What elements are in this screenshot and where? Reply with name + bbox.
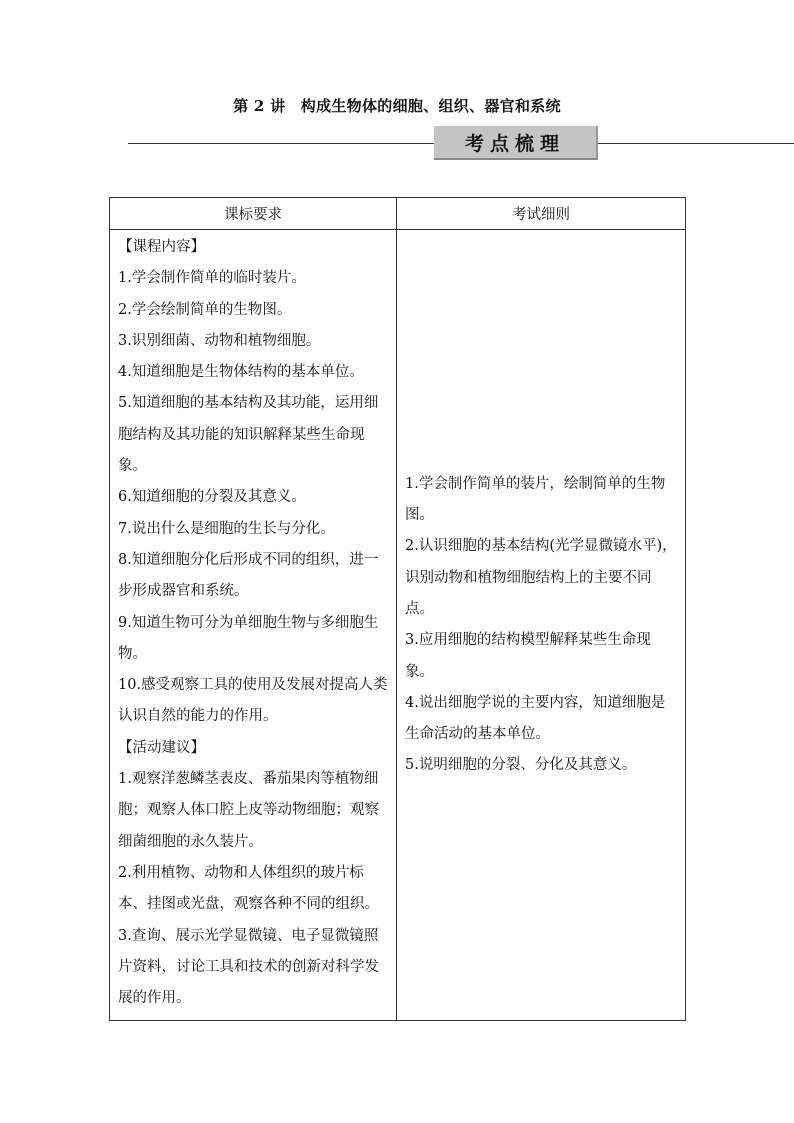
list-item: 5.说明细胞的分裂、分化及其意义。 bbox=[405, 757, 637, 774]
list-item: 6.知道细胞的分裂及其意义。 bbox=[118, 489, 306, 506]
requirements-table bbox=[109, 197, 686, 1021]
list-item: 5.知道细胞的基本结构及其功能，运用细胞结构及其功能的知识解释某些生命现象。 bbox=[118, 395, 379, 475]
section-banner: 考点梳理 bbox=[434, 126, 598, 160]
column-header-standards: 课标要求 bbox=[110, 198, 397, 230]
list-item: 1.学会制作简单的装片，绘制简单的生物图。 bbox=[405, 475, 666, 524]
standards-cell bbox=[110, 230, 397, 1021]
list-item: 2.利用植物、动物和人体组织的玻片标本、挂图或光盘，观察各种不同的组织。 bbox=[118, 864, 379, 913]
list-item: 10.感受观察工具的使用及发展对提高人类认识自然的能力的作用。 bbox=[118, 677, 388, 725]
list-item: 9.知道生物可分为单细胞生物与多细胞生物。 bbox=[118, 614, 379, 662]
exam-rules-cell bbox=[397, 230, 686, 1021]
list-item: 【课程内容】 bbox=[118, 239, 205, 255]
list-item: 2.学会绘制简单的生物图。 bbox=[118, 301, 292, 318]
list-item: 2.认识细胞的基本结构(光学显微镜水平)，识别动物和植物细胞结构上的主要不同点。 bbox=[405, 538, 677, 617]
header-rule-right bbox=[598, 143, 794, 144]
list-item: 1.观察洋葱鳞茎表皮、番茄果肉等植物细胞；观察人体口腔上皮等动物细胞；观察细菌细胞的永久装片。 bbox=[118, 771, 379, 850]
list-item: 1.学会制作简单的临时装片。 bbox=[118, 270, 306, 287]
header-rule-left bbox=[128, 143, 434, 144]
list-item: 8.知道细胞分化后形成不同的组织，进一步形成器官和系统。 bbox=[118, 551, 379, 600]
list-item: 【活动建议】 bbox=[118, 739, 205, 756]
list-item: 4.知道细胞是生物体结构的基本单位。 bbox=[118, 364, 364, 381]
list-item: 4.说出细胞学说的主要内容，知道细胞是生命活动的基本单位。 bbox=[405, 694, 666, 743]
list-item: 7.说出什么是细胞的生长与分化。 bbox=[118, 520, 335, 537]
table-row bbox=[110, 230, 686, 1021]
list-item: 3.识别细菌、动物和植物细胞。 bbox=[118, 332, 321, 349]
table-header-row bbox=[110, 198, 686, 230]
list-item: 3.查询、展示光学显微镜、电子显微镜照片资料，讨论工具和技术的创新对科学发展的作用。 bbox=[118, 927, 379, 1007]
column-header-exam-rules: 考试细则 bbox=[397, 198, 686, 230]
list-item: 3.应用细胞的结构模型解释某些生命现象。 bbox=[405, 632, 651, 680]
page-title: 第 2 讲 构成生物体的细胞、组织、器官和系统 bbox=[233, 97, 561, 115]
